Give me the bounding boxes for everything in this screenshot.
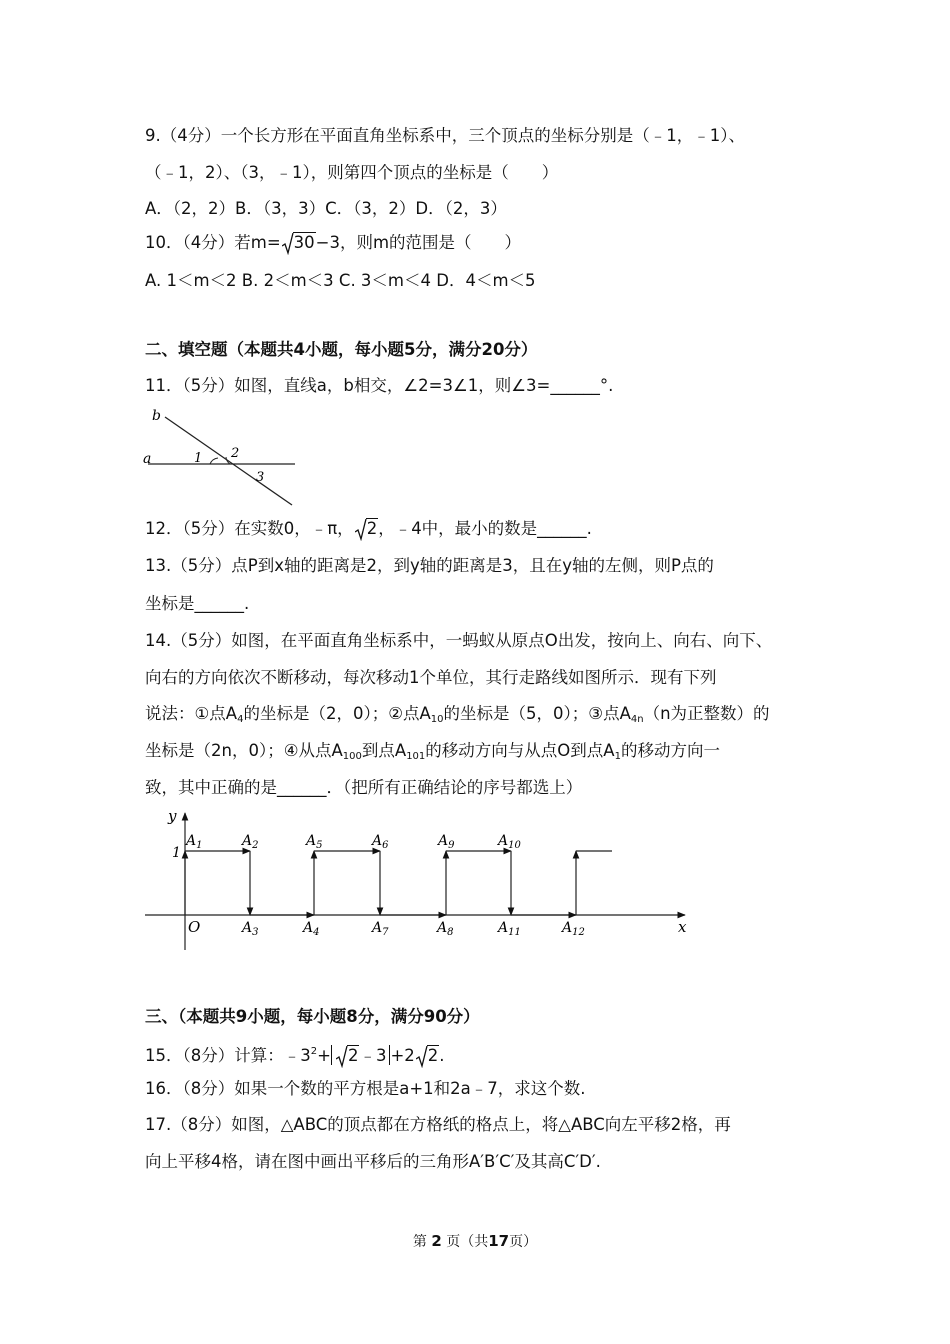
sqrt-symbol [282, 232, 316, 254]
text-part: 的移动方向一 [620, 741, 720, 760]
label-sub: 6 [382, 840, 389, 851]
q14-line5: 致，其中正确的是______．（把所有正确结论的序号都选上） [145, 778, 583, 797]
x-axis-label: x [678, 918, 687, 936]
label-sub: 5 [316, 840, 323, 851]
text-part: 的移动方向与从点O到点A [425, 741, 615, 760]
q17-line2: 向上平移4格，请在图中画出平移后的三角形A′B′C′及其高C′D′. [145, 1152, 601, 1171]
point-label-a9 [436, 833, 455, 851]
label-angle2: 2 [231, 446, 240, 461]
footer-text: 第 [412, 1234, 427, 1250]
sqrt-symbol [355, 518, 379, 540]
point-label-a10 [496, 833, 521, 851]
text-part: 说法：①点A [145, 704, 238, 723]
label-letter: A [438, 833, 449, 849]
text-part: ﹣3 [359, 1046, 387, 1065]
label-angle3: 3 [256, 470, 265, 485]
q12-radicand: 2 [366, 519, 378, 538]
point-label-a3 [240, 920, 259, 938]
subscript: 4 [237, 714, 244, 725]
q12-stem [145, 518, 592, 540]
absolute-value [331, 1045, 391, 1065]
label-letter: A [498, 833, 509, 849]
point-label-a2 [240, 833, 259, 851]
label-sub: 1 [196, 840, 203, 851]
subscript: 101 [406, 751, 426, 762]
label-letter: A [306, 833, 317, 849]
label-sub: 10 [508, 840, 521, 851]
subscript: 100 [342, 751, 362, 762]
footer-text: 页） [509, 1234, 538, 1250]
angle1-arc [210, 458, 218, 464]
q14-line3 [145, 703, 770, 731]
q14-line4 [145, 740, 720, 768]
q13-line2: 坐标是______. [145, 594, 250, 613]
text-part: 到点A [361, 741, 407, 760]
q11-figure [140, 405, 305, 510]
q12-prefix: 12．（5分）在实数0，﹣π， [145, 519, 354, 538]
subscript: 1 [614, 751, 621, 762]
text-part: +2 [390, 1046, 415, 1065]
section2-heading: 二、填空题（本题共4小题，每小题5分，满分20分） [145, 340, 538, 359]
q9-options: A．（2，2）B．（3，3）C．（3，2）D．（2，3） [145, 199, 507, 218]
point-label-a11 [496, 920, 521, 938]
point-label-a7 [370, 920, 389, 938]
text-part: 的坐标是（5，0）；③点A [443, 704, 631, 723]
q12-suffix: ，﹣4中，最小的数是______. [378, 519, 592, 538]
footer-text: 页（共 [446, 1234, 489, 1250]
q13-line1: 13.（5分）点P到x轴的距离是2，到y轴的距离是3，且在y轴的左侧，则P点的 [145, 556, 714, 575]
q11-stem: 11．（5分）如图，直线a，b相交，∠2=3∠1，则∠3=______°. [145, 376, 614, 395]
q15-radicand1: 2 [347, 1046, 359, 1065]
q14-figure [140, 805, 700, 955]
q17-line1: 17.（8分）如图，△ABC的顶点都在方格纸的格点上，将△ABC向左平移2格，再 [145, 1115, 731, 1134]
section3-heading: 三、（本题共9小题，每小题8分，满分90分） [145, 1007, 480, 1026]
label-sub: 11 [508, 927, 521, 938]
sqrt-symbol [416, 1045, 440, 1067]
label-letter: A [562, 920, 573, 936]
superscript: 2 [310, 1046, 318, 1057]
text-part: 坐标是（2n，0）；④从点A [145, 741, 343, 760]
q10-options: A. 1＜m＜2 B. 2＜m＜3 C. 3＜m＜4 D．4＜m＜5 [145, 271, 536, 290]
label-letter: A [186, 833, 197, 849]
text-part: 的坐标是（2，0）；②点A [243, 704, 431, 723]
label-sub: 3 [252, 927, 259, 938]
point-label-a12 [560, 920, 585, 938]
q14-line2: 向右的方向依次不断移动，每次移动1个单位，其行走路线如图所示．现有下列 [145, 668, 717, 687]
q10-suffix: −3，则m的范围是（ ） [315, 233, 522, 252]
q14-line1: 14.（5分）如图，在平面直角坐标系中，一蚂蚁从原点O出发，按向上、向右、向下、 [145, 631, 773, 650]
label-letter: A [303, 920, 314, 936]
subscript: 4n [630, 714, 644, 725]
q9-line1: 9.（4分）一个长方形在平面直角坐标系中，三个顶点的坐标分别是（﹣1，﹣1）、 [145, 126, 745, 145]
q10-radicand: 30 [293, 233, 315, 252]
q15-stem [145, 1041, 445, 1067]
label-sub: 2 [252, 840, 259, 851]
q15-radicand2: 2 [427, 1046, 439, 1065]
label-letter: A [372, 833, 383, 849]
line-b [165, 417, 292, 505]
page-footer [0, 1231, 950, 1251]
tick-1-label: 1 [172, 845, 181, 861]
q9-line2: （﹣1，2）、（3，﹣1），则第四个顶点的坐标是（ ） [145, 163, 559, 182]
label-a: a [143, 451, 152, 467]
label-sub: 9 [448, 840, 455, 851]
point-label-a5 [304, 833, 323, 851]
q10-prefix: 10．（4分）若m= [145, 233, 281, 252]
point-label-a8 [435, 920, 454, 938]
q16-stem: 16．（8分）如果一个数的平方根是a+1和2a﹣7，求这个数. [145, 1079, 586, 1098]
label-sub: 4 [313, 927, 320, 938]
label-sub: 7 [382, 927, 389, 938]
point-label-a4 [301, 920, 320, 938]
origin-label: O [188, 918, 201, 936]
text-part: 15．（8分）计算：﹣3 [145, 1046, 311, 1065]
label-letter: A [242, 833, 253, 849]
sqrt-symbol [336, 1045, 360, 1065]
text-part: . [439, 1046, 445, 1065]
subscript: 10 [430, 714, 444, 725]
q10-stem [145, 232, 521, 254]
page-number: 2 [431, 1232, 442, 1250]
label-letter: A [372, 920, 383, 936]
point-label-a6 [370, 833, 389, 851]
text-part: （n为正整数）的 [643, 704, 770, 723]
label-letter: A [242, 920, 253, 936]
point-label-a1 [184, 833, 203, 851]
text-part: + [317, 1046, 331, 1065]
label-b: b [152, 408, 161, 424]
label-angle1: 1 [194, 451, 203, 466]
label-sub: 8 [447, 927, 454, 938]
label-letter: A [498, 920, 509, 936]
y-axis-label: y [168, 807, 177, 825]
label-sub: 12 [572, 927, 585, 938]
total-pages: 17 [488, 1232, 510, 1250]
label-letter: A [437, 920, 448, 936]
